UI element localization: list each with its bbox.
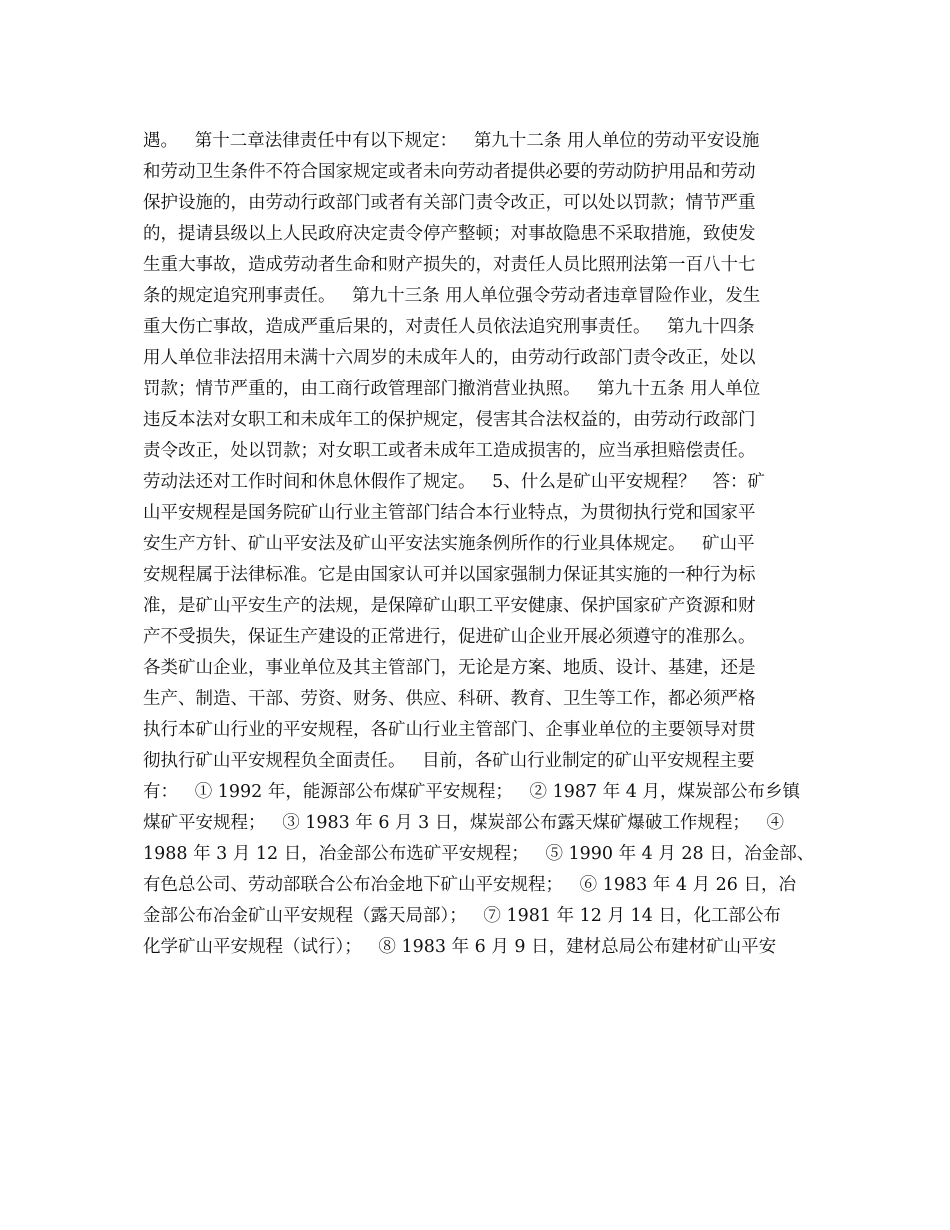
text-line: 彻执行矿山平安规程负全面责任。 目前，各矿山行业制定的矿山平安规程主要 — [143, 751, 755, 771]
text-line: 执行本矿山行业的平安规程，各矿山行业主管部门、企事业单位的主要领导对贯 — [143, 720, 756, 740]
text-line: 用人单位非法招用未满十六周岁的未成年人的，由劳动行政部门责令改正，处以 — [143, 348, 756, 368]
text-line: 安生产方针、矿山平安法及矿山平安法实施条例所作的行业具体规定。 矿山平 — [143, 534, 755, 554]
text-line: 生产、制造、干部、劳资、财务、供应、科研、教育、卫生等工作，都必须严格 — [143, 689, 756, 709]
text-line: 遇。 第十二章法律责任中有以下规定： 第九十二条 用人单位的劳动平安设施 — [143, 131, 760, 151]
text-line: 保护设施的，由劳动行政部门或者有关部门责令改正，可以处以罚款；情节严重 — [143, 193, 756, 213]
text-line: 金部公布冶金矿山平安规程（露天局部）； ⑦ 1981 年 12 月 14 日，化工部公布 — [143, 906, 781, 926]
text-line: 煤矿平安规程； ③ 1983 年 6 月 3 日，煤炭部公布露天煤矿爆破工作规程； ④ — [143, 813, 785, 833]
text-line: 责令改正，处以罚款；对女职工或者未成年工造成损害的，应当承担赔偿责任。 — [143, 441, 756, 461]
text-line: 劳动法还对工作时间和休息休假作了规定。 5、什么是矿山平安规程？ 答：矿 — [143, 472, 766, 492]
text-line: 有色总公司、劳动部联合公布冶金地下矿山平安规程； ⑥ 1983 年 4 月 26 日，冶 — [143, 875, 797, 895]
text-line: 化学矿山平安规程（试行）； ⑧ 1983 年 6 月 9 日，建材总局公布建材矿山平安 — [143, 937, 777, 957]
text-line: 准，是矿山平安生产的法规，是保障矿山职工平安健康、保护国家矿产资源和财 — [143, 596, 756, 616]
text-line: 的，提请县级以上人民政府决定责令停产整顿；对事故隐患不采取措施，致使发 — [143, 224, 756, 244]
text-line: 产不受损失，保证生产建设的正常进行，促进矿山企业开展必须遵守的准那么。 — [143, 627, 756, 647]
text-line: 罚款；情节严重的，由工商行政管理部门撤消营业执照。 第九十五条 用人单位 — [143, 379, 761, 399]
text-line: 条的规定追究刑事责任。 第九十三条 用人单位强令劳动者违章冒险作业，发生 — [143, 286, 761, 306]
text-line: 各类矿山企业，事业单位及其主管部门，无论是方案、地质、设计、基建，还是 — [143, 658, 756, 678]
text-line: 违反本法对女职工和未成年工的保护规定，侵害其合法权益的，由劳动行政部门 — [143, 410, 756, 430]
text-line: 1988 年 3 月 12 日，冶金部公布选矿平安规程； ⑤ 1990 年 4 月 28 日，冶金部、 — [143, 844, 815, 864]
text-line: 和劳动卫生条件不符合国家规定或者未向劳动者提供必要的劳动防护用品和劳动 — [143, 162, 756, 182]
body-text — [143, 126, 813, 963]
text-line: 重大伤亡事故，造成严重后果的，对责任人员依法追究刑事责任。 第九十四条 — [143, 317, 755, 337]
text-line: 安规程属于法律标准。它是由国家认可并以国家强制力保证其实施的一种行为标 — [143, 565, 756, 585]
text-line: 山平安规程是国务院矿山行业主管部门结合本行业特点，为贯彻执行党和国家平 — [143, 503, 756, 523]
text-line: 有： ① 1992 年，能源部公布煤矿平安规程； ② 1987 年 4 月，煤炭部公布乡镇 — [143, 782, 800, 802]
text-line: 生重大事故，造成劳动者生命和财产损失的，对责任人员比照刑法第一百八十七 — [143, 255, 756, 275]
